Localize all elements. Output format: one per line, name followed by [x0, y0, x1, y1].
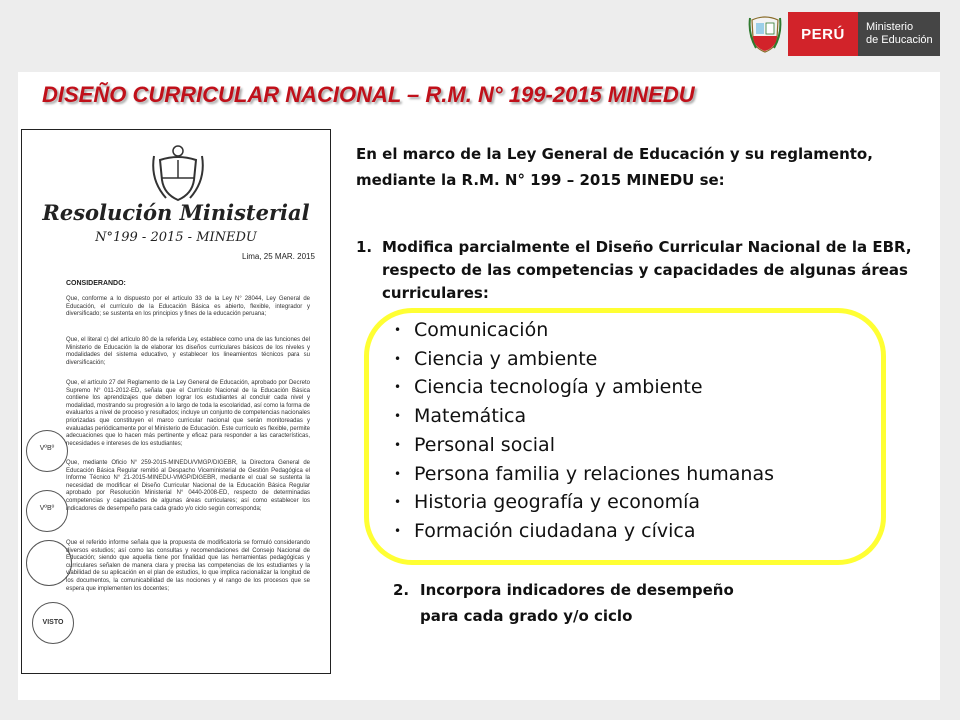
list-item	[394, 373, 774, 402]
minedu-logo	[748, 12, 940, 56]
point-2-number: 2.	[393, 581, 410, 599]
area-label: Historia geografía y economía	[414, 491, 700, 514]
list-item	[394, 316, 774, 345]
document-stamp	[26, 540, 72, 586]
area-label: Formación ciudadana y cívica	[414, 519, 696, 542]
document-stamp-label: VºBº	[39, 505, 55, 512]
area-label: Matemática	[414, 405, 527, 428]
peru-coat-of-arms-icon	[748, 14, 782, 54]
bullet-icon: •	[394, 409, 402, 424]
document-number: N°199 - 2015 - MINEDU	[95, 230, 257, 245]
point-1-text: Modifica parcialmente el Diseño Curricular Nacional de la EBR, respecto de las competencias y capacidades de algunas áreas curriculares:	[382, 238, 912, 302]
document-heading: Resolución Ministerial	[42, 200, 310, 225]
list-item	[394, 460, 774, 489]
logo-country: PERÚ	[788, 12, 858, 56]
document-place-date: Lima, 25 MAR. 2015	[242, 252, 315, 261]
bullet-icon: •	[394, 495, 402, 510]
document-considerando: CONSIDERANDO:	[66, 280, 126, 287]
point-1-number: 1.	[356, 238, 373, 256]
document-stamp-label: VºBº	[39, 445, 55, 452]
document-stamp	[26, 430, 68, 472]
document-paragraph: Que, el literal c) del artículo 80 de la referida Ley, establece como una de las funciones del Ministerio de Educación la de elaborar los diseños curriculares básicos de los niveles y modalidades del sistema educativo, y establecer los lineamientos técnicos para su diversificación;	[66, 337, 310, 366]
slide-title: DISEÑO CURRICULAR NACIONAL – R.M. N° 199-2015 MINEDU	[42, 82, 695, 107]
bullet-icon: •	[394, 380, 402, 395]
logo-ministry	[858, 12, 940, 56]
curricular-areas-list	[394, 316, 774, 546]
point-2-text	[420, 577, 734, 629]
document-paragraph: Que, el artículo 27 del Reglamento de la Ley General de Educación, aprobado por Decreto Supremo N° 011-2012-ED, señala que el Currículo Nacional de la Educación Básica contiene los aprendizajes que deben lograr los estudiantes al concluir cada nivel y modalidad, mostrando su progresión a lo largo de toda la escolaridad, así como la forma de evaluarlos a nivel de proceso y resultados; incluye un conjunto de competencias nacionales priorizadas que constituyen el marco curricular nacional que serán monitoreadas y evaluadas periódicamente por el Ministerio de Educación. Este currículo es flexible, permite adecuaciones que lo hacen más pertinente y eficaz para responder a las características, necesidades e intereses de los estudiantes;	[66, 380, 310, 447]
list-item	[394, 488, 774, 517]
national-seal-icon	[150, 142, 206, 204]
document-stamp	[26, 490, 68, 532]
document-stamp	[32, 602, 74, 644]
resolution-document-image	[21, 129, 331, 674]
intro-paragraph: En el marco de la Ley General de Educación y su reglamento, mediante la R.M. N° 199 – 2015 MINEDU se:	[356, 145, 873, 189]
bullet-icon: •	[394, 351, 402, 366]
document-stamp-label: VISTO	[42, 619, 64, 626]
list-item	[394, 431, 774, 460]
bullet-icon: •	[394, 523, 402, 538]
bullet-icon: •	[394, 323, 402, 337]
document-paragraph: Que el referido informe señala que la propuesta de modificatoria se formuló considerando diversos estudios; así como las consultas y recomendaciones del Consejo Nacional de Educación; siendo que aquella tiene por finalidad que las herramientas pedagógicas y curriculares señalen de manera clara y precisa las competencias de los estudiantes y la viabilidad de su aplicación en el plan de estudios, lo que implica racionalizar la longitud de los documentos, la comunicabilidad de las nociones y el rango de los procesos que se espera que implementen los docentes;	[66, 540, 310, 592]
list-item	[394, 402, 774, 431]
list-item	[394, 517, 774, 546]
logo-ministry-line2: de Educación	[866, 34, 933, 46]
area-label: Persona familia y relaciones humanas	[414, 462, 775, 485]
document-paragraph: Que, mediante Oficio N° 259-2015-MINEDU/VMGP/DIGEBR, la Directora General de Educación Básica Regular remitió al Despacho Viceministerial de Gestión Pedagógica el Informe Técnico N° 21-2015-MINEDU-VMGP/DIGEBR, mediante el cual se sustenta la necesidad de modificar el Diseño Curricular Nacional de la Educación Básica Regular aprobado por Resolución Ministerial N° 0440-2008-ED, respecto de determinadas competencias y capacidades de algunas áreas curriculares; así como establecer los indicadores de desempeño para cada grado y/o ciclo según corresponda;	[66, 460, 310, 512]
area-label: Comunicación	[414, 319, 549, 341]
bullet-icon: •	[394, 466, 402, 481]
list-item	[394, 345, 774, 374]
area-label: Ciencia y ambiente	[414, 347, 598, 370]
point-2-line1: Incorpora indicadores de desempeño	[420, 581, 734, 599]
logo-ministry-line1: Ministerio	[866, 21, 914, 33]
bullet-icon: •	[394, 437, 402, 452]
point-1	[356, 236, 936, 305]
area-label: Personal social	[414, 433, 555, 456]
point-2-line2: para cada grado y/o ciclo	[420, 607, 633, 625]
area-label: Ciencia tecnología y ambiente	[414, 376, 703, 399]
document-paragraph: Que, conforme a lo dispuesto por el artículo 33 de la Ley N° 28044, Ley General de Educación, el currículo de la Educación Básica es abierto, flexible, integrador y diversificado; se sustenta en los principios y fines de la educación peruana;	[66, 296, 310, 318]
point-2	[393, 577, 734, 629]
